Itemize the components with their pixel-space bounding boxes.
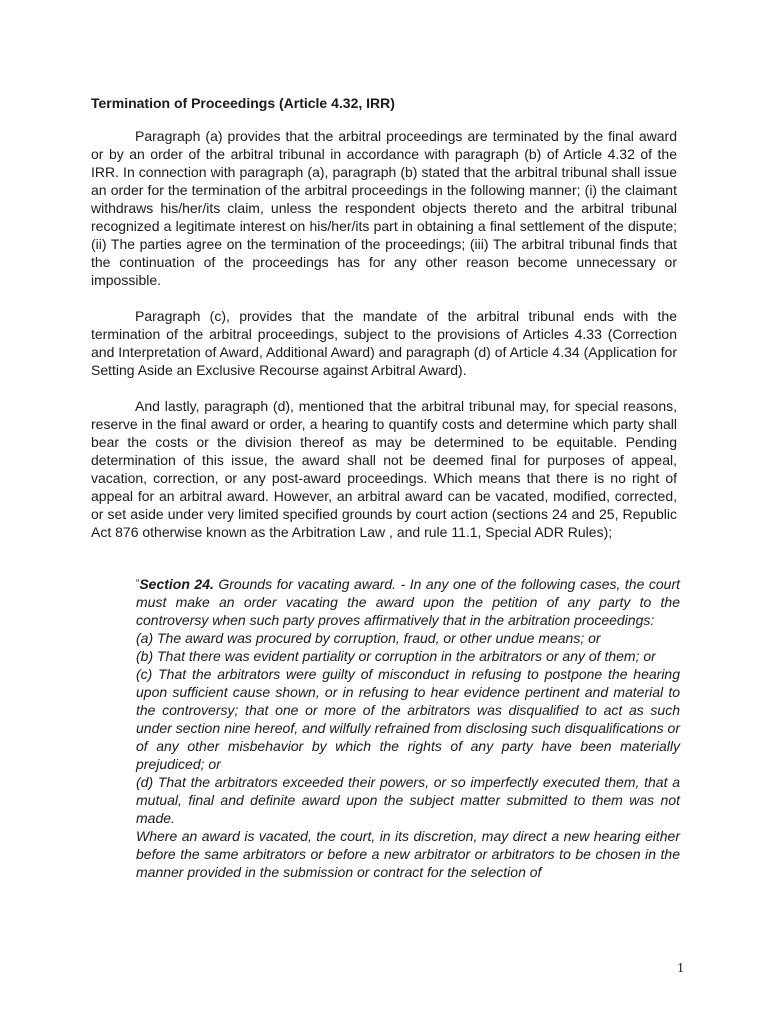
paragraph-c: Paragraph (c), provides that the mandate of the arbitral tribunal ends with the termination of the arbitral proceedings, subject to the provisions of Articles 4.33 (Correction and Interpretation of Award, Additional Award) and paragraph (d) of Article 4.34 (Application for Setting Aside an Exclusive Recourse against Arbitral Award). xyxy=(91,308,677,378)
paragraph-a-b: Paragraph (a) provides that the arbitral proceedings are terminated by the final award or by an order of the arbitral tribunal in accordance with paragraph (b) of Article 4.32 of the IRR. In connection with paragraph (a), paragraph (b) stated that the arbitral tribunal shall issue an order for the termination of the arbitral proceedings in the following manner; (i) the claimant withdraws his/her/its claim, unless the respondent objects thereto and the arbitral tribunal recognized a legitimate interest on his/her/its part in obtaining a final settlement of the dispute; (ii) The parties agree on the termination of the proceedings; (iii) The arbitral tribunal finds that the continuation of the proceedings has for any other reason become unnecessary or impossible. xyxy=(91,128,677,288)
quote-closing: Where an award is vacated, the court, in its discretion, may direct a new hearing either before the same arbitrators or before a new arbitrator or arbitrators to be chosen in the manner provided in the submission or contract for the selection of xyxy=(136,828,680,880)
ground-d: (d) That the arbitrators exceeded their powers, or so imperfectly executed them, that a mutual, final and definite award upon the subject matter submitted to them was not made. xyxy=(136,774,680,826)
quote-intro xyxy=(136,575,680,629)
open-quote-mark: “ xyxy=(136,578,140,589)
ground-a: (a) The award was procured by corruption, fraud, or other undue means; or xyxy=(136,630,601,646)
ground-c: (c) That the arbitrators were guilty of misconduct in refusing to postpone the hearing upon sufficient cause shown, or in refusing to hear evidence pertinent and material to the controversy; that one or more of the arbitrators was disqualified to act as such under section nine hereof, and wilfully refrained from disclosing such disqualifications or of any other misbehavior by which the rights of any party have been materially prejudiced; or xyxy=(136,666,680,772)
page-number: 1 xyxy=(677,961,684,976)
section-24-intro: Grounds for vacating award. - In any one of the following cases, the court must make an order vacating the award upon the petition of any party to the controversy when such party proves affirmatively that in the arbitration proceedings: xyxy=(136,576,680,628)
section-24-quote xyxy=(136,575,680,881)
ground-b: (b) That there was evident partiality or corruption in the arbitrators or any of them; or xyxy=(136,648,656,664)
section-24-title: Section 24. xyxy=(139,576,214,592)
paragraph-d: And lastly, paragraph (d), mentioned that the arbitral tribunal may, for special reasons, reserve in the final award or order, a hearing to quantify costs and determine which party shall bear the costs or the division thereof as may be determined to be equitable. Pending determination of this issue, the award shall not be deemed final for purposes of appeal, vacation, correction, or any post-award proceedings. Which means that there is no right of appeal for an arbitral award. However, an arbitral award can be vacated, modified, corrected, or set aside under very limited specified grounds by court action (sections 24 and 25, Republic Act 876 otherwise known as the Arbitration Law , and rule 11.1, Special ADR Rules); xyxy=(91,398,677,540)
section-heading: Termination of Proceedings (Article 4.32, IRR) xyxy=(91,95,395,111)
